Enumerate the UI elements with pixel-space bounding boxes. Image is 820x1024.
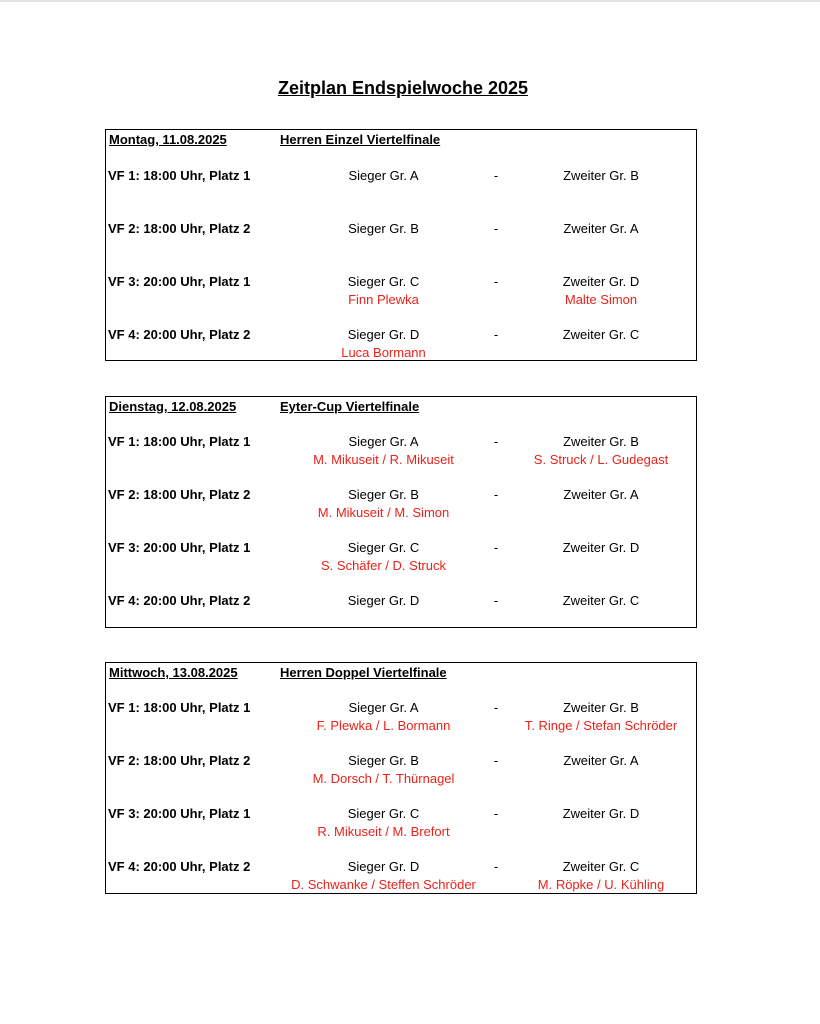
match-label: VF 4: 20:00 Uhr, Platz 2 <box>108 859 251 874</box>
match-row <box>106 487 696 527</box>
match-separator: - <box>493 274 499 289</box>
match-home: Sieger Gr. A <box>348 434 419 449</box>
away-player: S. Struck / L. Gudegast <box>533 452 669 467</box>
match-separator: - <box>493 753 499 768</box>
home-player: M. Mikuseit / M. Simon <box>317 505 450 520</box>
match-separator: - <box>493 540 499 555</box>
match-row <box>106 434 696 474</box>
match-label: VF 3: 20:00 Uhr, Platz 1 <box>108 806 251 821</box>
match-label: VF 4: 20:00 Uhr, Platz 2 <box>108 593 251 608</box>
match-row <box>106 753 696 793</box>
match-home: Sieger Gr. C <box>347 540 420 555</box>
match-row <box>106 168 696 208</box>
home-player: R. Mikuseit / M. Brefort <box>317 824 450 839</box>
home-player: D. Schwanke / Steffen Schröder <box>291 877 476 892</box>
match-home: Sieger Gr. C <box>347 274 420 289</box>
match-label: VF 1: 18:00 Uhr, Platz 1 <box>108 168 251 183</box>
match-away: Zweiter Gr. D <box>562 806 640 821</box>
match-home: Sieger Gr. D <box>347 593 420 608</box>
match-label: VF 1: 18:00 Uhr, Platz 1 <box>108 434 251 449</box>
match-home: Sieger Gr. D <box>347 327 420 342</box>
away-player: Malte Simon <box>564 292 638 307</box>
home-player: M. Mikuseit / R. Mikuseit <box>313 452 454 467</box>
match-away: Zweiter Gr. A <box>563 487 639 502</box>
match-label: VF 3: 20:00 Uhr, Platz 1 <box>108 274 251 289</box>
match-away: Zweiter Gr. A <box>563 753 639 768</box>
match-row <box>106 540 696 580</box>
match-label: VF 2: 18:00 Uhr, Platz 2 <box>108 753 251 768</box>
match-label: VF 3: 20:00 Uhr, Platz 1 <box>108 540 251 555</box>
match-label: VF 1: 18:00 Uhr, Platz 1 <box>108 700 251 715</box>
section-event: Herren Doppel Viertelfinale <box>280 665 447 680</box>
home-player: Luca Bormann <box>341 345 426 360</box>
section-event: Herren Einzel Viertelfinale <box>280 132 441 147</box>
match-home: Sieger Gr. A <box>348 700 419 715</box>
match-separator: - <box>493 700 499 715</box>
section-day: Mittwoch, 13.08.2025 <box>109 665 238 680</box>
section-day: Dienstag, 12.08.2025 <box>109 399 237 414</box>
match-row <box>106 700 696 740</box>
match-label: VF 2: 18:00 Uhr, Platz 2 <box>108 487 251 502</box>
match-row <box>106 859 696 899</box>
match-row <box>106 274 696 314</box>
match-away: Zweiter Gr. D <box>562 540 640 555</box>
match-away: Zweiter Gr. C <box>562 327 640 342</box>
match-label: VF 4: 20:00 Uhr, Platz 2 <box>108 327 251 342</box>
top-divider <box>0 0 820 2</box>
match-separator: - <box>493 859 499 874</box>
match-away: Zweiter Gr. D <box>562 274 640 289</box>
match-away: Zweiter Gr. B <box>563 168 639 183</box>
page-title: Zeitplan Endspielwoche 2025 <box>277 78 529 98</box>
match-away: Zweiter Gr. C <box>562 859 640 874</box>
match-home: Sieger Gr. B <box>348 221 419 236</box>
match-separator: - <box>493 327 499 342</box>
match-label: VF 2: 18:00 Uhr, Platz 2 <box>108 221 251 236</box>
section-event: Eyter-Cup Viertelfinale <box>280 399 420 414</box>
match-home: Sieger Gr. A <box>348 168 419 183</box>
match-away: Zweiter Gr. B <box>563 434 639 449</box>
match-home: Sieger Gr. B <box>348 487 419 502</box>
away-player: T. Ringe / Stefan Schröder <box>524 718 678 733</box>
match-home: Sieger Gr. B <box>348 753 419 768</box>
match-home: Sieger Gr. C <box>347 806 420 821</box>
match-row <box>106 593 696 633</box>
home-player: Finn Plewka <box>348 292 419 307</box>
match-separator: - <box>493 168 499 183</box>
match-separator: - <box>493 593 499 608</box>
schedule-section-monday <box>105 129 697 361</box>
match-row <box>106 221 696 261</box>
match-row <box>106 327 696 367</box>
section-day: Montag, 11.08.2025 <box>109 132 227 147</box>
home-player: S. Schäfer / D. Struck <box>321 558 446 573</box>
match-row <box>106 806 696 846</box>
match-away: Zweiter Gr. B <box>563 700 639 715</box>
match-separator: - <box>493 806 499 821</box>
match-separator: - <box>493 434 499 449</box>
schedule-section-tuesday <box>105 396 697 628</box>
home-player: F. Plewka / L. Bormann <box>316 718 451 733</box>
schedule-section-wednesday <box>105 662 697 894</box>
match-away: Zweiter Gr. A <box>563 221 639 236</box>
match-away: Zweiter Gr. C <box>562 593 640 608</box>
match-home: Sieger Gr. D <box>347 859 420 874</box>
home-player: M. Dorsch / T. Thürnagel <box>312 771 455 786</box>
match-separator: - <box>493 487 499 502</box>
match-separator: - <box>493 221 499 236</box>
away-player: M. Röpke / U. Kühling <box>537 877 665 892</box>
